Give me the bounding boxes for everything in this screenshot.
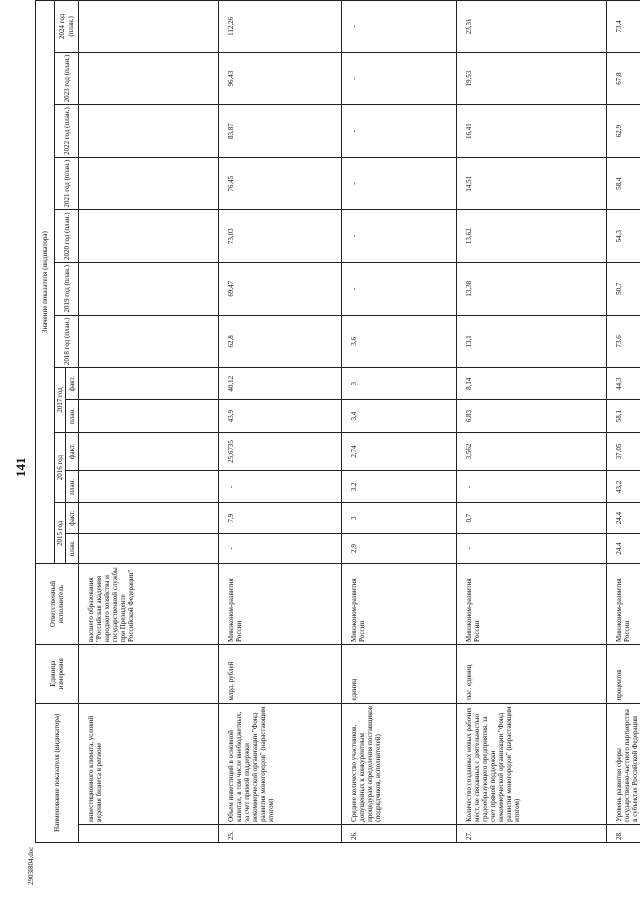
header-year-2018: 2018 год (план.) xyxy=(55,315,79,368)
unit-cell: единиц xyxy=(342,644,457,703)
value-cell: 73,6 xyxy=(607,315,640,368)
row-index: 27. xyxy=(457,824,607,842)
value-cell: 73,03 xyxy=(219,210,342,263)
value-cell: 8,14 xyxy=(457,368,607,400)
value-cell: 58,4 xyxy=(607,157,640,210)
value-cell xyxy=(79,368,219,400)
table-row xyxy=(607,1,640,843)
table-row xyxy=(457,1,607,843)
value-cell: 19,53 xyxy=(457,52,607,105)
value-cell: 25,6735 xyxy=(219,432,342,470)
value-cell: 3,6 xyxy=(342,315,457,368)
indicator-name: Уровень развития сферы государственно-частного партнерства в субъектах Российской Федерации xyxy=(607,703,640,824)
header-plan: план. xyxy=(66,533,79,563)
value-cell xyxy=(79,533,219,563)
row-index: 26. xyxy=(342,824,457,842)
responsible-cell: Минэконом-развития России xyxy=(457,564,607,645)
value-cell: 37,05 xyxy=(607,432,640,470)
header-fact: факт. xyxy=(66,503,79,533)
header-year-2020: 2020 год (план.) xyxy=(55,210,79,263)
value-cell xyxy=(79,400,219,432)
value-cell: 73,4 xyxy=(607,1,640,53)
value-cell: 112,26 xyxy=(219,1,342,53)
value-cell: 96,43 xyxy=(219,52,342,105)
header-indicator-name: Наименование показателя (индикатора) xyxy=(36,703,79,842)
value-cell xyxy=(79,471,219,503)
value-cell: - xyxy=(342,157,457,210)
header-year-2024: 2024 год (план.) xyxy=(55,1,79,53)
value-cell: 83,87 xyxy=(219,105,342,158)
table-row xyxy=(342,1,457,843)
value-cell: 67,8 xyxy=(607,52,640,105)
value-cell xyxy=(79,52,219,105)
value-cell: - xyxy=(342,105,457,158)
header-year-2021: 2021 год (план.) xyxy=(55,157,79,210)
value-cell xyxy=(79,432,219,470)
header-plan: план. xyxy=(66,471,79,503)
value-cell: 54,3 xyxy=(607,210,640,263)
indicator-name: Среднее количество участников, допущенных к конкурентным процедурам определения поставщиков (подрядчиков, исполнителей) xyxy=(342,703,457,824)
responsible-cell: высшего образования "Российская академия народного хозяйства и государственной службы при Президенте Российской Федерации" xyxy=(79,564,219,645)
value-cell: 24,4 xyxy=(607,533,640,563)
header-plan: план. xyxy=(66,400,79,432)
value-cell: 3 xyxy=(342,503,457,533)
value-cell: 50,7 xyxy=(607,263,640,316)
value-cell: - xyxy=(342,52,457,105)
indicators-table xyxy=(35,0,640,843)
value-cell: 16,41 xyxy=(457,105,607,158)
header-year-2019: 2019 год (план.) xyxy=(55,263,79,316)
value-cell: 3,2 xyxy=(342,471,457,503)
value-cell: 13,38 xyxy=(457,263,607,316)
value-cell: 14,51 xyxy=(457,157,607,210)
value-cell xyxy=(79,210,219,263)
value-cell: 0,7 xyxy=(457,503,607,533)
header-responsible: Ответственный исполнитель xyxy=(36,564,79,645)
header-year-2016: 2016 год xyxy=(55,432,66,503)
value-cell: - xyxy=(219,471,342,503)
indicator-name: Количество созданных новых рабочих мест, не связанных с деятельностью градообразующего предприятия, за счет прямой поддержки некоммерческой организации "Фонд развития моногородов" (нарастающим итогом) xyxy=(457,703,607,824)
unit-cell xyxy=(79,644,219,703)
value-cell: 3,4 xyxy=(342,400,457,432)
page-number: 141 xyxy=(13,457,28,477)
value-cell: - xyxy=(342,263,457,316)
value-cell xyxy=(79,503,219,533)
value-cell: 43,2 xyxy=(607,471,640,503)
value-cell: 2,74 xyxy=(342,432,457,470)
unit-cell: процентов xyxy=(607,644,640,703)
value-cell: - xyxy=(342,210,457,263)
value-cell: 3,562 xyxy=(457,432,607,470)
value-cell: 23,31 xyxy=(457,1,607,53)
header-fact: факт. xyxy=(66,432,79,470)
value-cell: 3 xyxy=(342,368,457,400)
value-cell: 62,9 xyxy=(607,105,640,158)
unit-cell: млрд. рублей xyxy=(219,644,342,703)
value-cell xyxy=(79,157,219,210)
value-cell: 24,4 xyxy=(607,503,640,533)
value-cell: 13,62 xyxy=(457,210,607,263)
value-cell: 2,9 xyxy=(342,533,457,563)
responsible-cell: Минэконом-развития России xyxy=(342,564,457,645)
value-cell: 76,45 xyxy=(219,157,342,210)
header-fact: факт. xyxy=(66,368,79,400)
value-cell xyxy=(79,105,219,158)
row-index: 25. xyxy=(219,824,342,842)
value-cell: - xyxy=(457,533,607,563)
row-index: 28. xyxy=(607,824,640,842)
unit-cell: тыс. единиц xyxy=(457,644,607,703)
value-cell: 13,1 xyxy=(457,315,607,368)
header-unit: Единица измерения xyxy=(36,644,79,703)
value-cell: - xyxy=(457,471,607,503)
header-year-2017: 2017 год xyxy=(55,368,66,433)
value-cell: 7,9 xyxy=(219,503,342,533)
row-index xyxy=(79,824,219,842)
value-cell xyxy=(79,263,219,316)
table-row xyxy=(79,1,219,843)
header-year-2023: 2023 год (план.) xyxy=(55,52,79,105)
indicators-body xyxy=(79,1,640,843)
value-cell: - xyxy=(219,533,342,563)
value-cell: 69,47 xyxy=(219,263,342,316)
indicator-name: инвестиционного климата, условий ведения бизнеса в регионе xyxy=(79,703,219,824)
value-cell xyxy=(79,1,219,53)
responsible-cell: Минэконом-развития России xyxy=(607,564,640,645)
header-year-2022: 2022 год (план.) xyxy=(55,105,79,158)
document-filename: 2903l804.doc xyxy=(27,846,35,885)
value-cell: 62,8 xyxy=(219,315,342,368)
value-cell: 44,3 xyxy=(607,368,640,400)
value-cell: - xyxy=(342,1,457,53)
value-cell xyxy=(79,315,219,368)
responsible-cell: Минэконом-развития России xyxy=(219,564,342,645)
header-indicator-values: Значение показателя (индикатора) xyxy=(36,1,55,564)
table-row xyxy=(219,1,342,843)
value-cell: 43,9 xyxy=(219,400,342,432)
value-cell: 6,83 xyxy=(457,400,607,432)
value-cell: 40,12 xyxy=(219,368,342,400)
indicator-name: Объем инвестиций в основной капитал, в том числе внебюджетных, за счет прямой поддержки некоммерческой организации "Фонд развития моногородов" (нарастающим итогом) xyxy=(219,703,342,824)
value-cell: 58,1 xyxy=(607,400,640,432)
header-year-2015: 2015 год xyxy=(55,503,66,564)
